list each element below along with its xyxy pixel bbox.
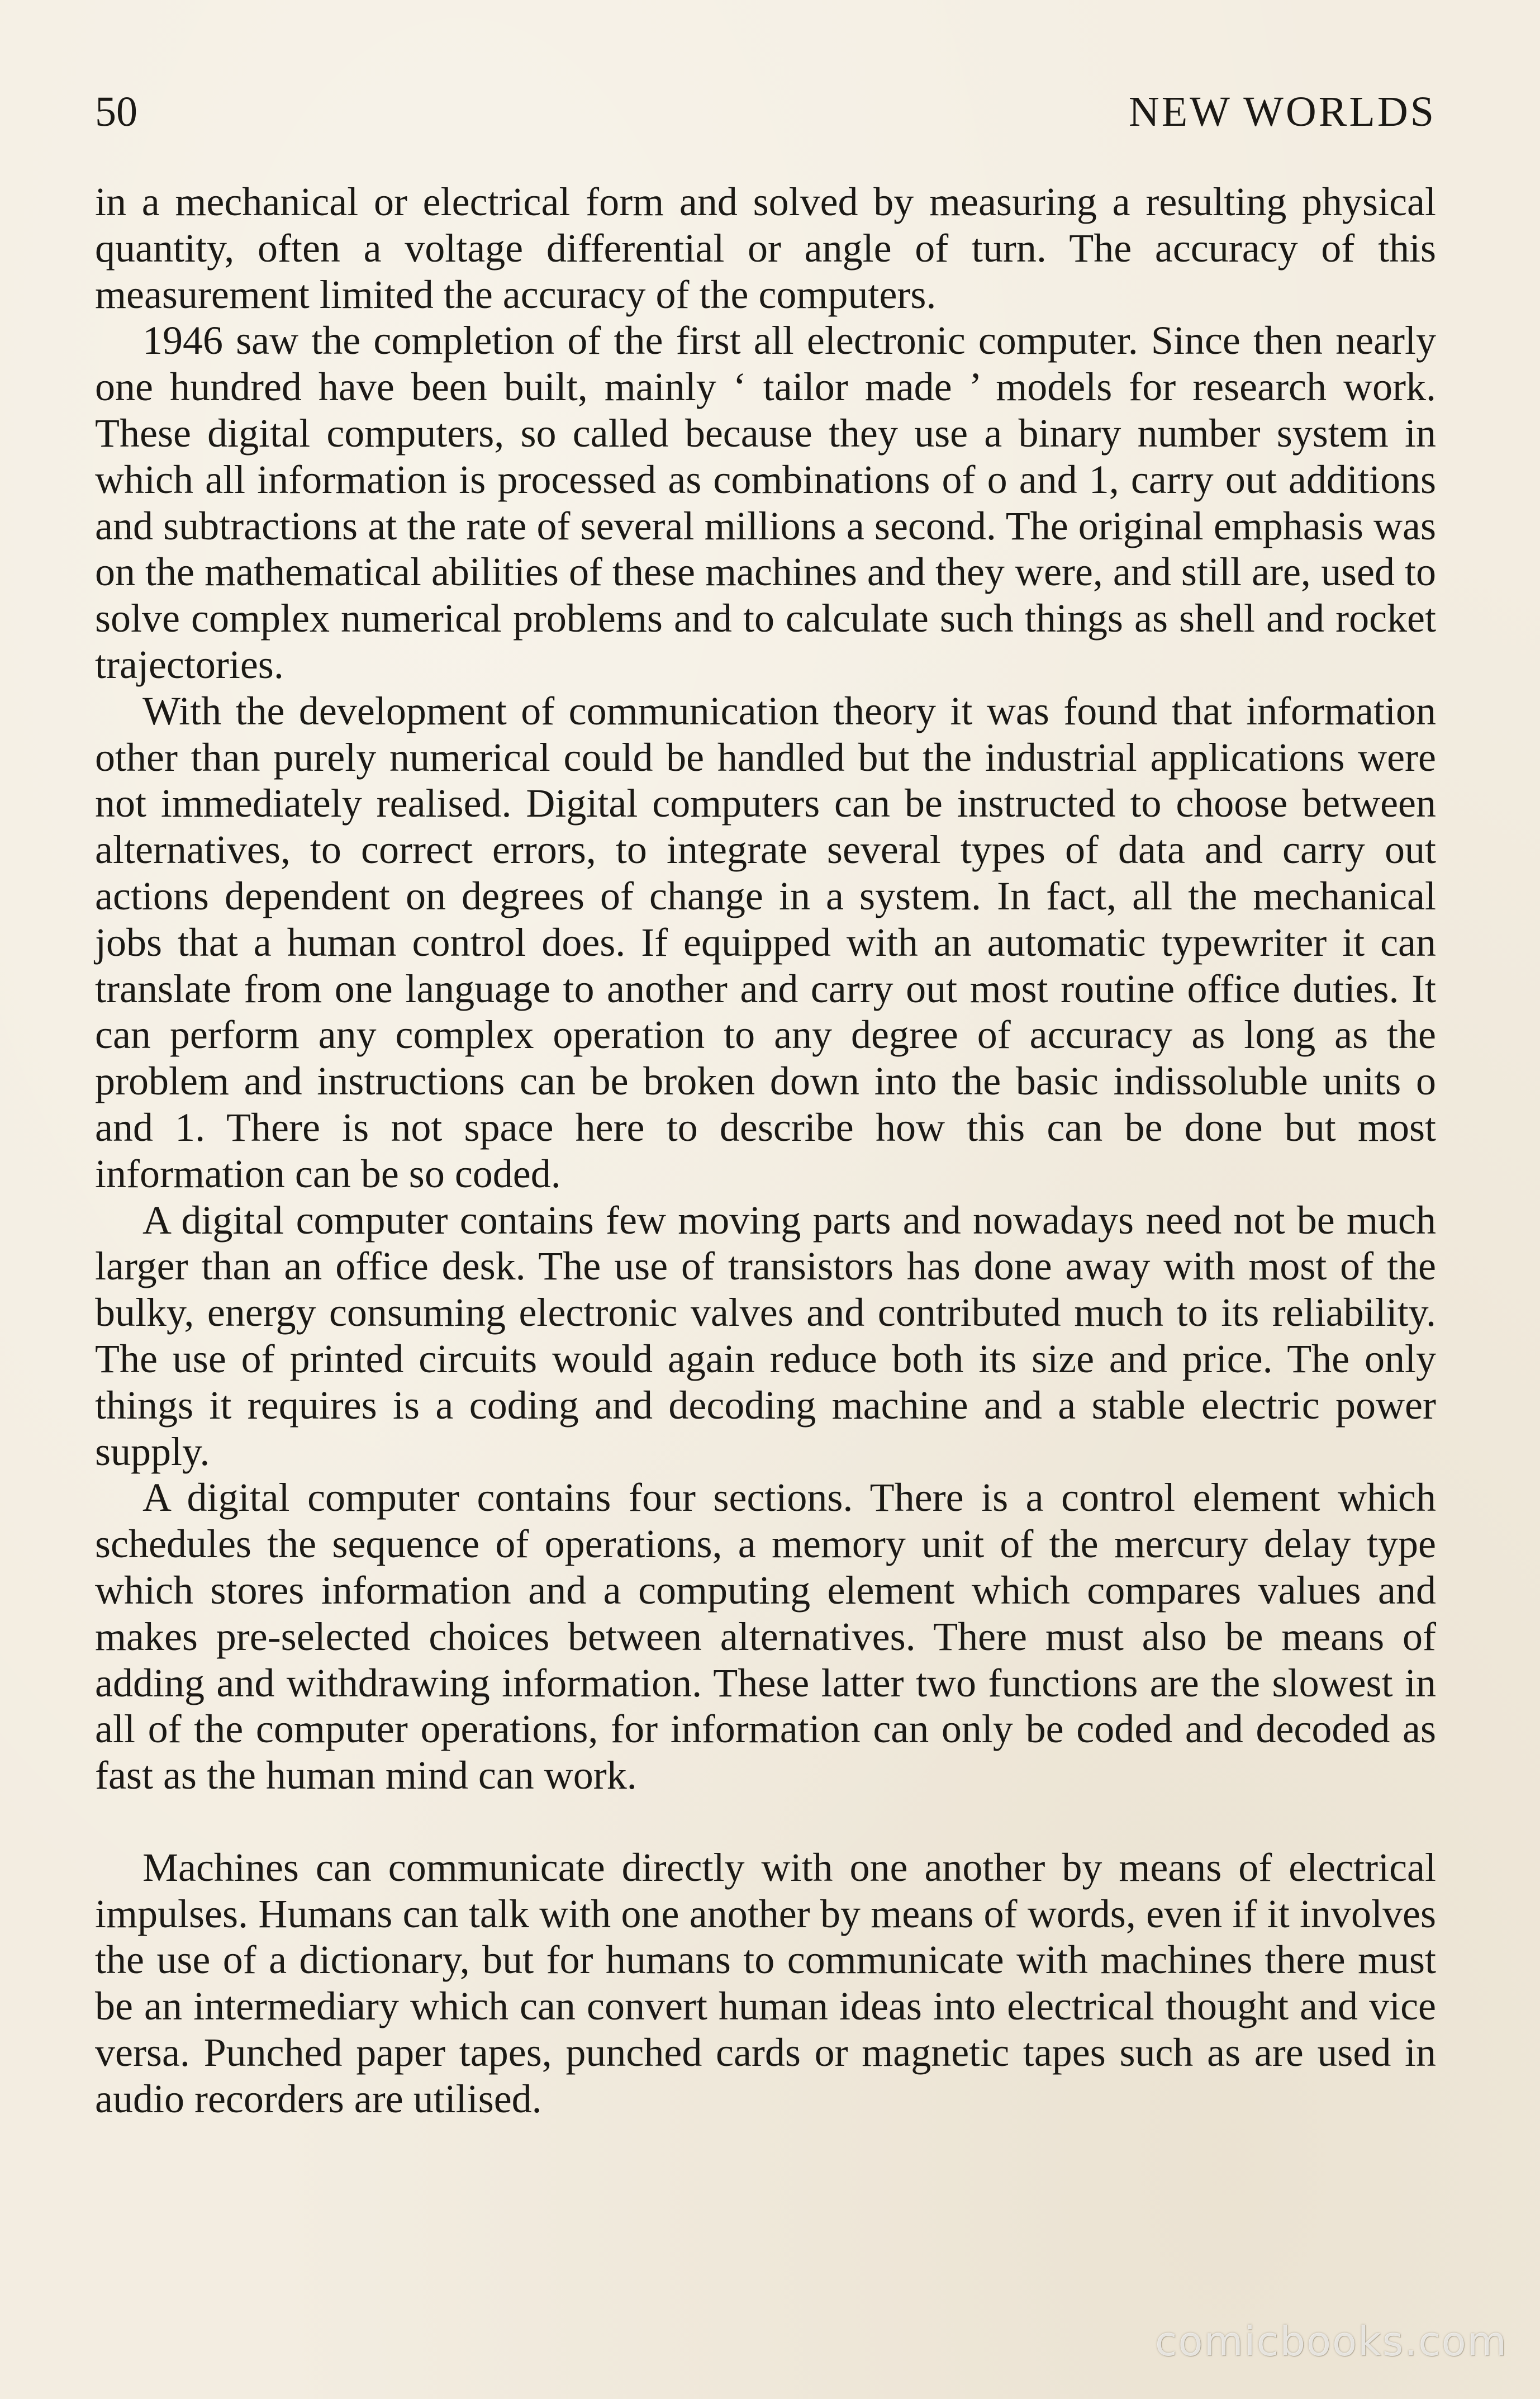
page-number: 50 xyxy=(95,88,137,135)
paragraph-4: A digital computer contains few moving parts and nowadays need not be much larger than an office desk. The use of transistors has done away with most of the bulky, energy consuming electronic valves and contributed much to its reliability. The use of printed circuits would again reduce both its size and price. The only things it requires is a coding and decoding machine and a stable electric power supply. xyxy=(95,1197,1436,1474)
paragraph-5: A digital computer contains four sections. There is a control element which schedules the sequence of operations, a memory unit of the mercury delay type which stores information and a computing element which compares values and makes pre-selected choices between alternatives. There must also be means of adding and withdrawing information. These latter two functions are the slowest in all of the computer operations, for information can only be coded and decoded as fast as the human mind can work. xyxy=(95,1475,1436,1798)
watermark: comicbooks.com xyxy=(1154,2318,1508,2365)
paragraph-1: in a mechanical or electrical form and solved by measuring a resulting physical quantity, often a voltage differential or angle of turn. The accuracy of this measurement limited the accuracy of the computers. xyxy=(95,179,1436,317)
running-title: NEW WORLDS xyxy=(1128,88,1436,135)
paragraph-2: 1946 saw the completion of the first all electronic computer. Since then nearly one hundred have been built, mainly ‘ tailor made ’ models for research work. These digital computers, so called because they use a binary number system in which all information is processed as combinations of o and 1, carry out additions and subtractions at the rate of several millions a second. The original emphasis was on the mathematical abilities of these machines and they were, and still are, used to solve complex numerical problems and to calculate such things as shell and rocket trajectories. xyxy=(95,318,1436,687)
body-text xyxy=(95,179,1436,2122)
running-head xyxy=(95,84,1436,140)
paragraph-3: With the development of communication theory it was found that information other than purely numerical could be handled but the industrial applications were not immediately realised. Digital computers can be instructed to choose between alternatives, to correct errors, to integrate several types of data and carry out actions dependent on degrees of change in a system. In fact, all the mechanical jobs that a human control does. If equipped with an automatic typewriter it can translate from one language to another and carry out most routine office duties. It can perform any complex operation to any degree of accuracy as long as the problem and instructions can be broken down into the basic indissoluble units o and 1. There is not space here to describe how this can be done but most information can be so coded. xyxy=(95,688,1436,1196)
paragraph-6: Machines can communicate directly with one another by means of electrical impulses. Humans can talk with one another by means of words, even if it involves the use of a dictionary, but for humans to communicate with machines there must be an intermediary which can convert human ideas into electrical thought and vice versa. Punched paper tapes, punched cards or magnetic tapes such as are used in audio recorders are utilised. xyxy=(95,1845,1436,2121)
